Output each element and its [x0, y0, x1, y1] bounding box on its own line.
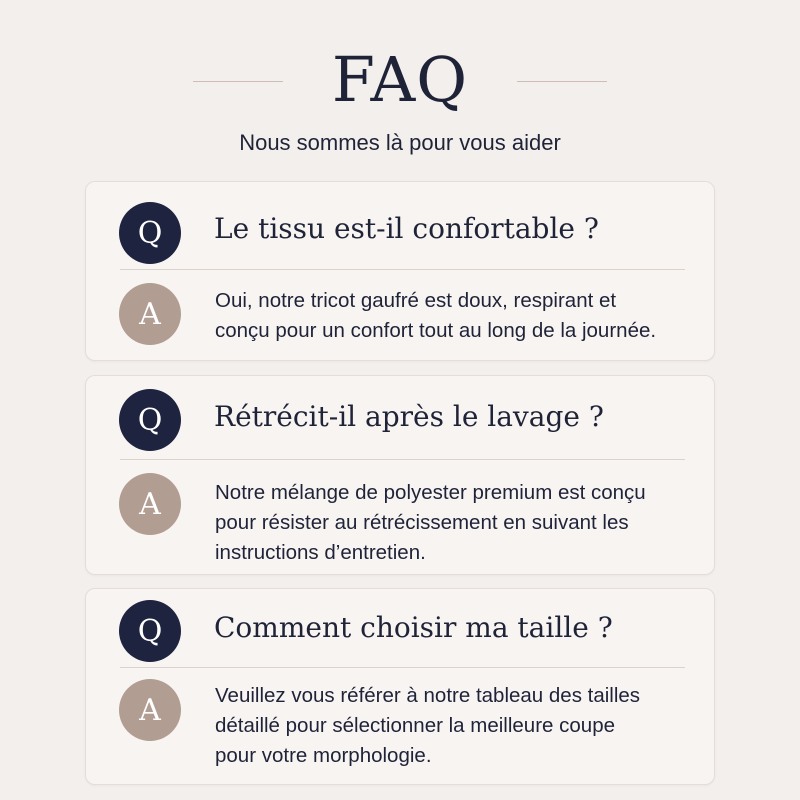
header-rule-right [517, 81, 607, 82]
page-title: FAQ [331, 43, 469, 116]
page-subtitle: Nous sommes là pour vous aider [239, 130, 561, 155]
faq-answer-line: pour résister au rétrécissement en suivant les [215, 511, 629, 534]
faq-answer [215, 286, 706, 346]
answer-badge-icon: A [119, 283, 181, 345]
answer-badge-icon: A [119, 473, 181, 535]
faq-divider [120, 667, 685, 668]
question-badge-icon: Q [119, 202, 181, 264]
faq-question: Comment choisir ma taille ? [214, 611, 613, 644]
faq-answer-line: instructions d’entretien. [215, 541, 426, 564]
faq-answer [215, 681, 706, 771]
faq-answer-line: Veuillez vous référer à notre tableau des tailles [215, 684, 641, 707]
faq-question: Rétrécit-il après le lavage ? [214, 400, 604, 433]
faq-answer-line: pour votre morphologie. [215, 744, 432, 767]
question-badge-icon: Q [119, 389, 181, 451]
answer-badge-icon: A [119, 679, 181, 741]
faq-divider [120, 269, 685, 270]
header-rule-left [193, 81, 283, 82]
faq-question: Le tissu est-il confortable ? [214, 212, 599, 245]
faq-header [0, 40, 800, 120]
faq-answer-line: détaillé pour sélectionner la meilleure coupe [215, 714, 615, 737]
faq-answer-line: Oui, notre tricot gaufré est doux, respirant et [215, 289, 617, 312]
faq-item-shrinkage[interactable] [85, 375, 715, 575]
faq-item-size-guide[interactable] [85, 588, 715, 785]
question-badge-icon: Q [119, 600, 181, 662]
faq-divider [120, 459, 685, 460]
faq-item-fabric-comfort[interactable] [85, 181, 715, 361]
faq-answer-line: Notre mélange de polyester premium est conçu [215, 481, 646, 504]
faq-answer [215, 478, 706, 568]
faq-answer-line: conçu pour un confort tout au long de la journée. [215, 319, 657, 342]
